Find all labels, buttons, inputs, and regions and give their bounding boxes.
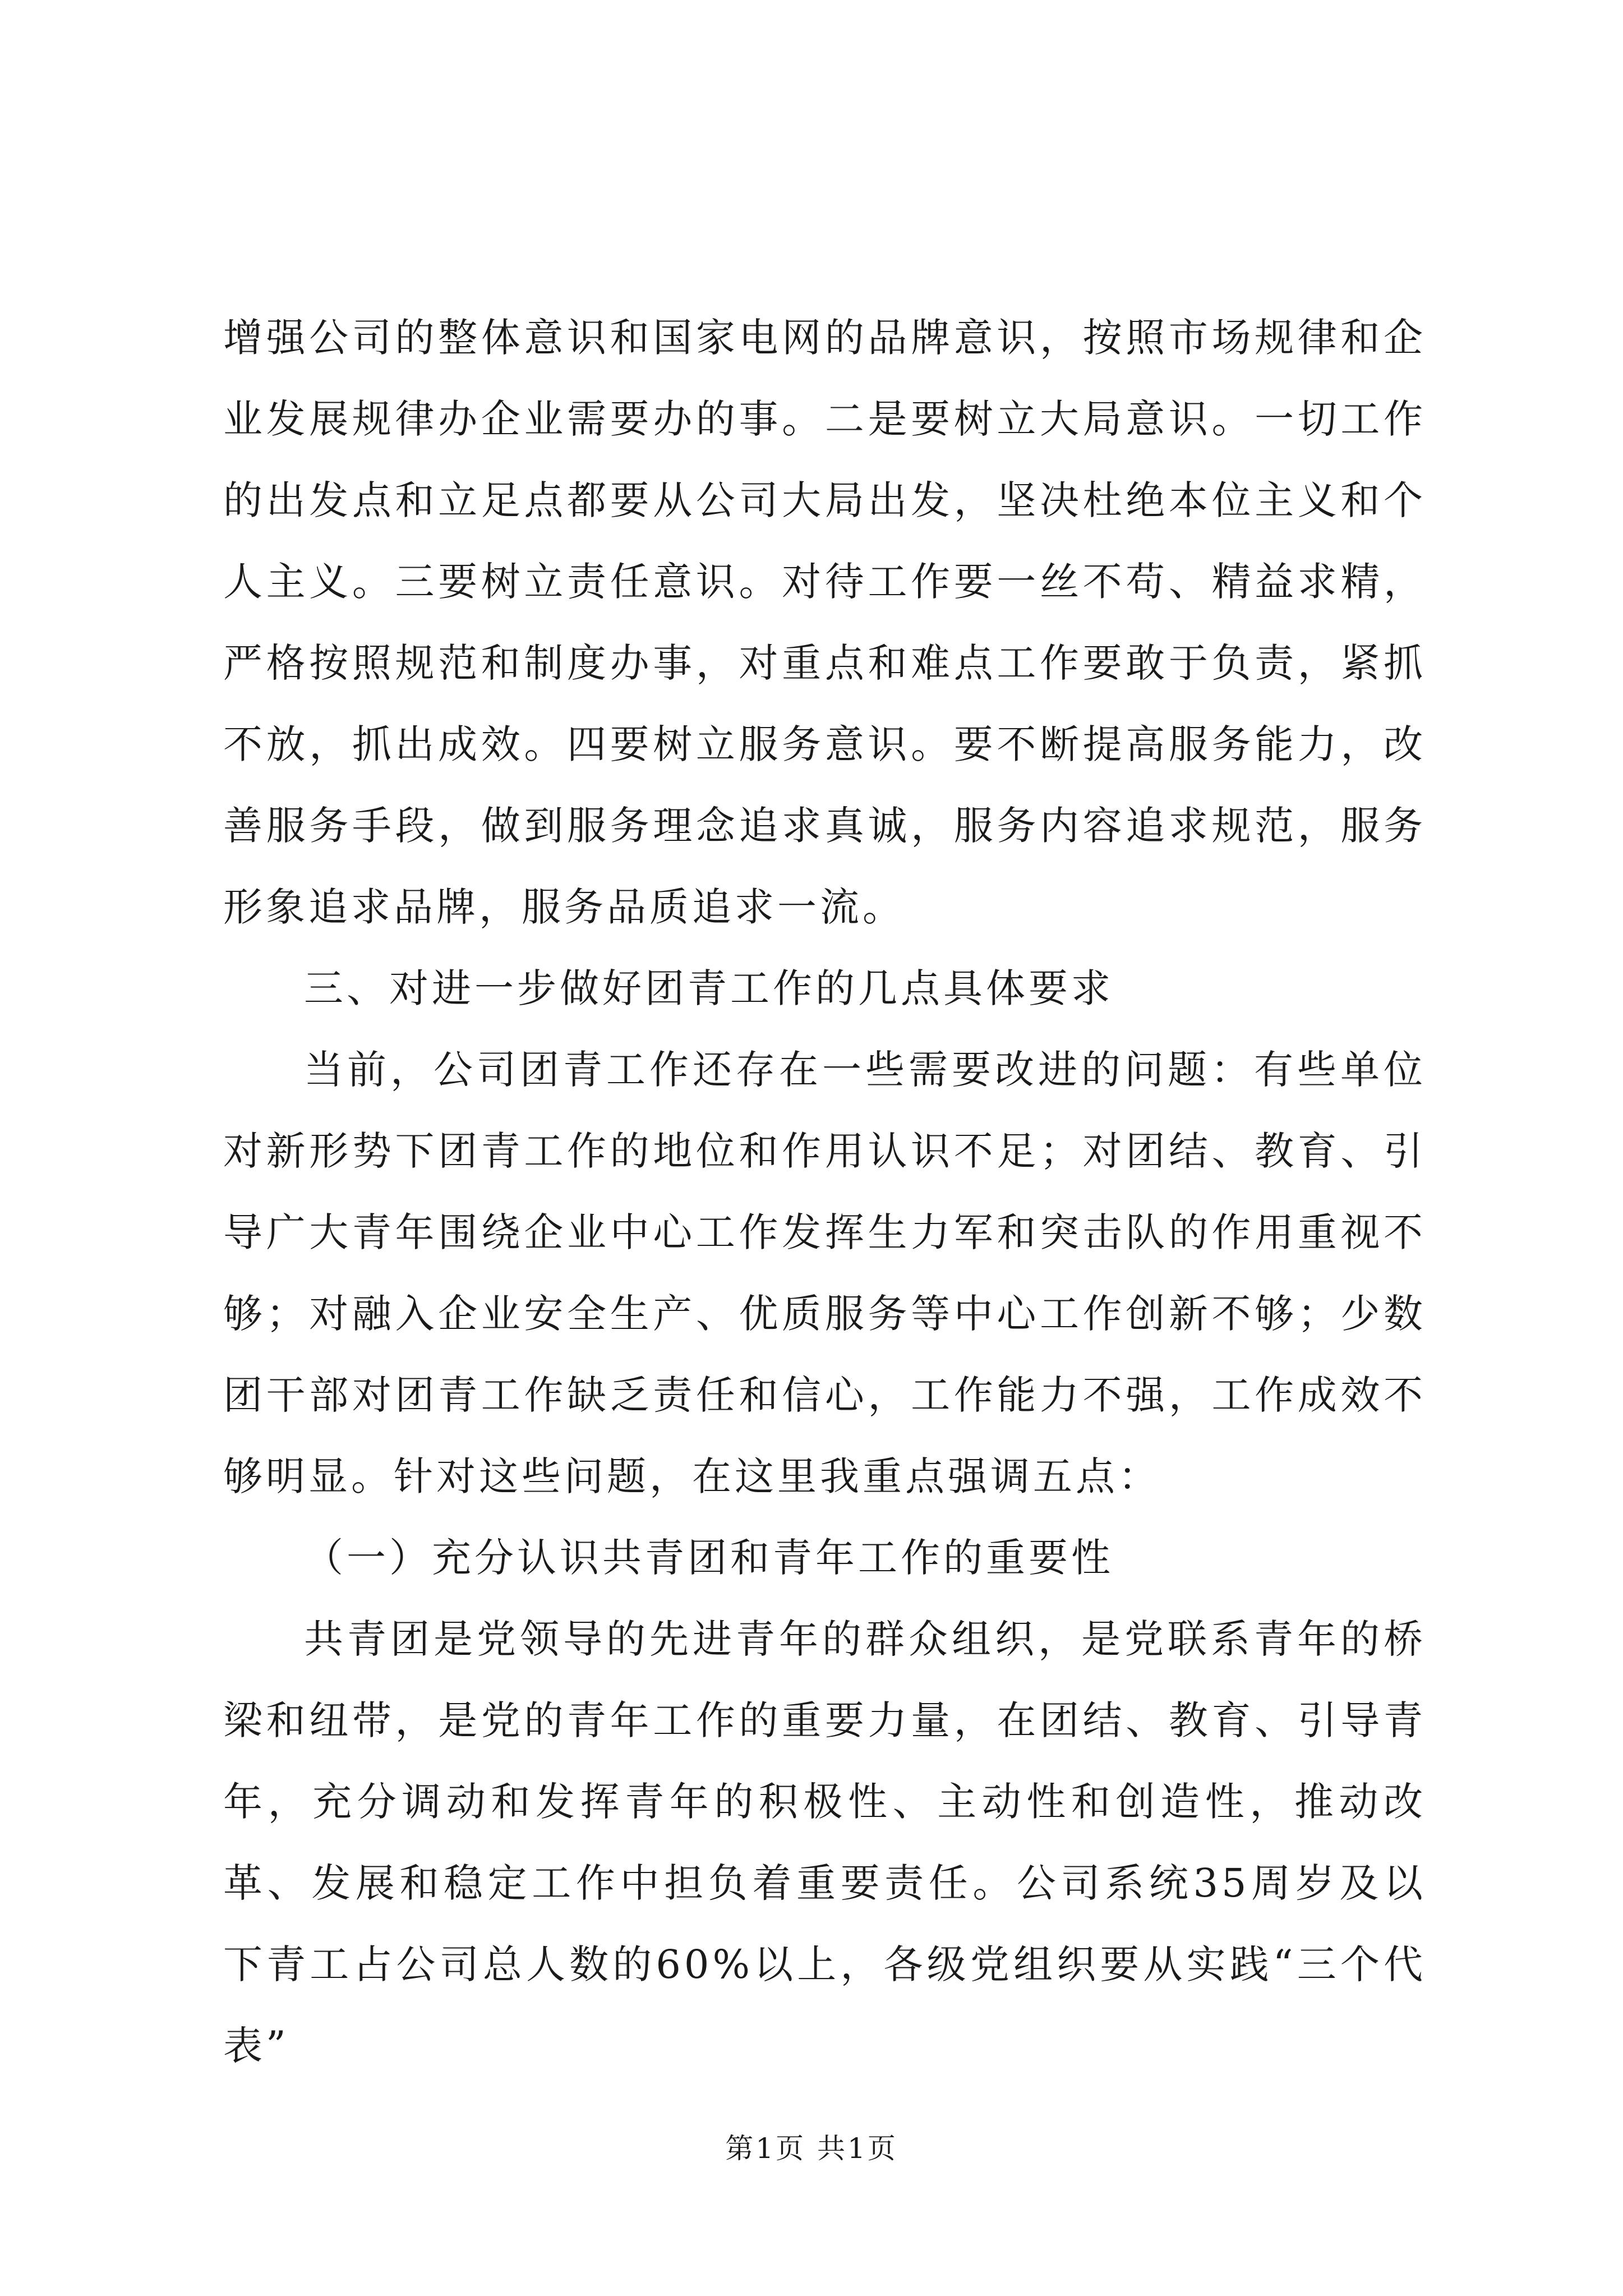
document-body bbox=[223, 297, 1426, 2087]
page-footer: 第1页 共1页 bbox=[725, 2132, 898, 2165]
paragraph-problems: 当前，公司团青工作还存在一些需要改进的问题：有些单位对新形势下团青工作的地位和作用认识不足；对团结、教育、引导广大青年围绕企业中心工作发挥生力军和突击队的作用重视不够；对融入企业安全生产、优质服务等中心工作创新不够；少数团干部对团青工作缺乏责任和信心，工作能力不强，工作成效不够明显。针对这些问题，在这里我重点强调五点： bbox=[223, 1047, 1426, 1499]
section-heading: 三、对进一步做好团青工作的几点具体要求 bbox=[304, 965, 1114, 1011]
paragraph-league-importance: 共青团是党领导的先进青年的群众组织，是党联系青年的桥梁和纽带，是党的青年工作的重要力量，在团结、教育、引导青年，充分调动和发挥青年的积极性、主动性和创造性，推动改革、发展和稳定工作中担负着重要责任。公司系统35周岁及以下青工占公司总人数的60%以上，各级党组织要从实践“三个代表” bbox=[223, 1616, 1426, 2069]
paragraph-continuation: 增强公司的整体意识和国家电网的品牌意识，按照市场规律和企业发展规律办企业需要办的事。二是要树立大局意识。一切工作的出发点和立足点都要从公司大局出发，坚决杜绝本位主义和个人主义。三要树立责任意识。对待工作要一丝不苟、精益求精，严格按照规范和制度办事，对重点和难点工作要敢于负责，紧抓不放，抓出成效。四要树立服务意识。要不断提高服务能力，改善服务手段，做到服务理念追求真诚，服务内容追求规范，服务形象追求品牌，服务品质追求一流。 bbox=[223, 315, 1426, 930]
subsection-heading: （一）充分认识共青团和青年工作的重要性 bbox=[304, 1535, 1114, 1581]
